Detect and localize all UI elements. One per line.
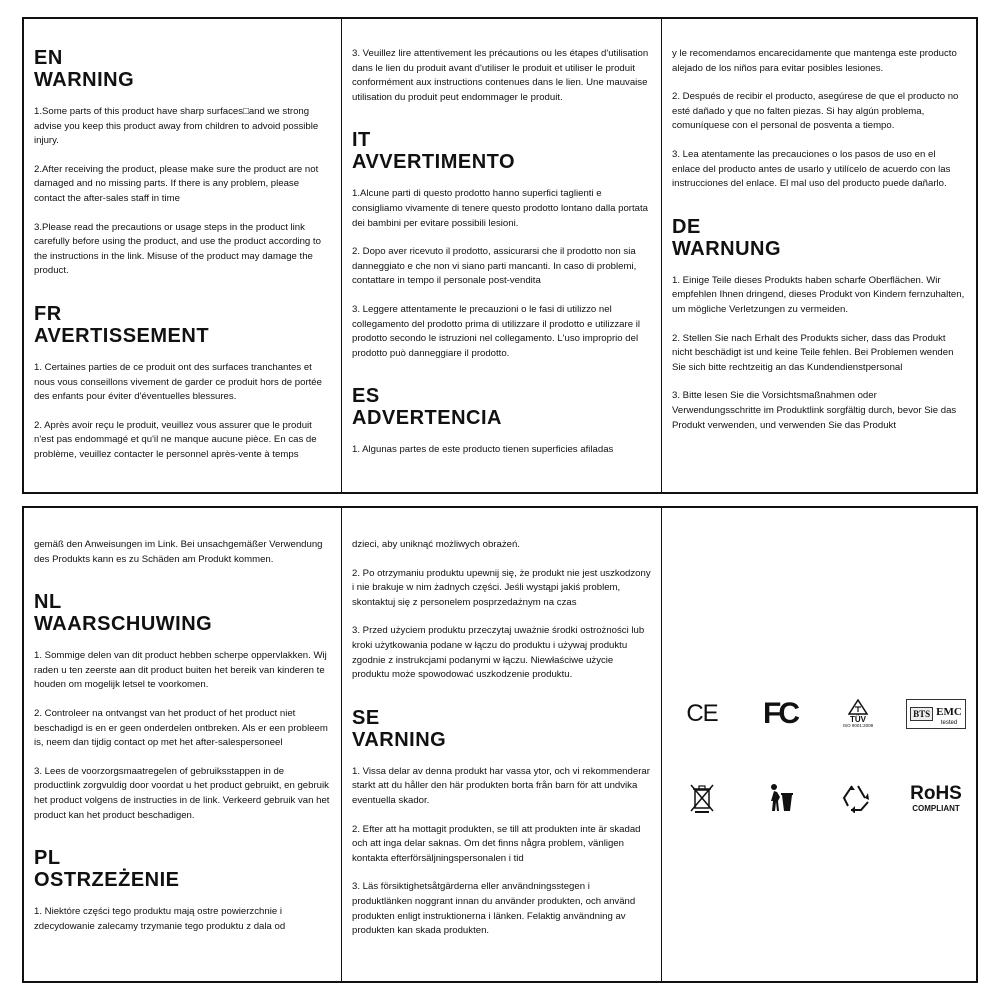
lang-code: ES: [352, 385, 380, 408]
paragraph: 2. Controleer na ontvangst van het product of het product niet beschadigd is en er geen onderdelen ontbreken. Als er een probleem is, neem dan tijdig contact op met het after-salespersoneel: [34, 707, 328, 749]
paragraph: 1.Alcune parti di questo prodotto hanno superfici taglienti e consigliamo vivamente di tenere questo prodotto lontano dalla portata dei bambini per evitare possibili lesioni.: [352, 188, 648, 229]
column-fr-it-es: [342, 19, 662, 492]
lang-heading-en: [34, 47, 331, 91]
section-pl: [34, 847, 331, 934]
tidyman-icon: [745, 778, 815, 818]
emc-tested-icon: [901, 694, 971, 734]
lang-title: OSTRZEŻENIE: [34, 869, 180, 892]
paragraph: 3. Veuillez lire attentivement les précautions ou les étapes d'utilisation dans le lien du produit avant d'utiliser le produit et utiliser le produit conformément aux instructions contenues dans le lien. Une mauvaise utilisation du produit peut endommager le produit.: [352, 48, 649, 103]
rohs-compliant-text: COMPLIANT: [912, 803, 960, 813]
lang-code: PL: [34, 847, 61, 870]
tuv-triangle-icon: [848, 699, 868, 715]
lang-heading-pl: [34, 847, 331, 891]
lang-code: EN: [34, 47, 63, 69]
lang-title: WARNUNG: [672, 237, 782, 260]
section-nl: [34, 591, 331, 823]
paragraph: 3. Läs försiktighetsåtgärderna eller användningsstegen i produktlänken noggrant innan du använder produkten, och använd produkten enligt instruktionerna i länken. Felaktig användning av produkten kan skada produkten.: [352, 881, 636, 937]
paragraph: 2. Après avoir reçu le produit, veuillez vous assurer que le produit n'est pas endommagé et qu'il ne manque aucune pièce. En cas de problème, veuillez contacter le personnel après-vente à temps: [34, 419, 317, 460]
tuv-mark-icon: [823, 694, 893, 734]
section-fr-continued: [352, 47, 651, 105]
lang-title: AVVERTIMENTO: [352, 151, 516, 174]
paragraph: y le recomendamos encarecidamente que mantenga este producto alejado de los niños para evitar posibles lesiones.: [672, 48, 957, 74]
paragraph: 1. Einige Teile dieses Produkts haben scharfe Oberflächen. Wir empfehlen Ihnen dringend, dieses Produkt von Kindern fernzuhalten, um mögliche Verletzungen zu vermeiden.: [672, 274, 965, 315]
paragraph: 1.Some parts of this product have sharp surfaces□and we strong advise you keep this product away from children to advoid possible injury.: [34, 106, 319, 147]
section-pl-continued: [352, 538, 651, 683]
paragraph: 2. Después de recibir el producto, asegúrese de que el producto no esté dañado y que no falten piezas. Si hay algún problema, comuníquese con el personal de posventa a tiempo.: [672, 91, 959, 132]
paragraph: 1. Niektóre części tego produktu mają ostre powierzchnie i zdecydowanie zalecamy trzymanie tego produktu z dala od: [34, 906, 286, 932]
paragraph: 1. Certaines parties de ce produit ont des surfaces tranchantes et nous vous conseillons vivement de garder ce produit hors de portée des enfants pour éviter d'éventuelles blessures.: [34, 361, 322, 403]
paragraph: 2.After receiving the product, please make sure the product are not damaged and no missing parts. If there is any problem, please contact the after-sales staff in time: [34, 163, 319, 204]
lang-title: VARNING: [352, 728, 447, 751]
warning-panel-bottom: [22, 506, 978, 983]
lang-code: DE: [672, 215, 701, 238]
paragraph: 1. Sommige delen van dit product hebben scherpe oppervlakken. Wij raden u ten zeerste aan dit product buiten het bereik van kinderen te houden om mogelijk letsel te voorkomen.: [34, 650, 327, 691]
section-de: [672, 216, 966, 433]
paragraph: 2. Efter att ha mottagit produkten, se till att produkten inte är skadad och att inga delar saknas. Om det finns några problem, vänligen kontakta efterförsäljningspersonalen i tid: [352, 823, 641, 864]
lang-code: IT: [352, 129, 371, 152]
rohs-text: RoHS: [910, 782, 962, 804]
lang-title: WAARSCHUWING: [34, 613, 213, 636]
paragraph: 1. Vissa delar av denna produkt har vassa ytor, och vi rekommenderar starkt att du håller den här produkten borta från barn för att undvika eventuella skador.: [352, 765, 650, 806]
emc-tested-text: tested: [940, 720, 958, 726]
recycle-icon: [823, 778, 893, 818]
iso-text: ISO 9001:2008: [842, 723, 874, 729]
lang-title: ADVERTENCIA: [352, 407, 502, 430]
section-se: [352, 707, 651, 939]
column-de-nl-pl: [24, 508, 342, 981]
tuv-text: TÜV: [850, 715, 866, 725]
column-es-de: [662, 19, 976, 492]
paragraph: 3.Please read the precautions or usage steps in the product link carefully before using the product, and use the product according to the instructions in the link. Misuse of the product may damage the product.: [34, 221, 321, 277]
paragraph: 2. Dopo aver ricevuto il prodotto, assicurarsi che il prodotto non sia danneggiato e che non vi siano parti mancanti. In caso di problemi, contattare in tempo il personale post-vendita: [352, 246, 637, 287]
lang-heading-es: [352, 385, 651, 429]
lang-title: WARNING: [34, 69, 135, 91]
paragraph: 2. Po otrzymaniu produktu upewnij się, że produkt nie jest uszkodzony i nie brakuje w nim żadnych części. Jeśli wystąpi jakiś problem, skontaktuj się z personelem posprzedażnym na czas: [352, 567, 651, 608]
lang-heading-fr: [34, 303, 331, 347]
paragraph: 3. Przed użyciem produktu przeczytaj uważnie środki ostrożności lub kroki użytkowania podane w łączu do produktu i używaj produktu zgodnie z instrukcjami podanymi w łączu. Niewłaściwe użycie produktu może spowodować uszkodzenie produktu.: [352, 625, 645, 681]
fcc-mark-icon: [745, 694, 815, 734]
paragraph: 2. Stellen Sie nach Erhalt des Produkts sicher, dass das Produkt nicht beschädigt ist und keine Teile fehlen. Bei Problemen wenden Sie sich bitte rechtzeitig an das Kundendienstpersonal: [672, 332, 954, 373]
paragraph: 1. Algunas partes de este producto tienen superficies afiladas: [352, 444, 614, 456]
fcc-text: FC: [763, 697, 797, 730]
section-es-continued: [672, 47, 966, 192]
paragraph: 3. Lea atentamente las precauciones o los pasos de uso en el enlace del producto antes de usarlo y utilícelo de acuerdo con las instrucciones del enlace. El mal uso del producto puede dañarlo.: [672, 148, 951, 190]
paragraph: 3. Lees de voorzorgsmaatregelen of gebruiksstappen in de productlink zorgvuldig door voordat u het product gebruikt, en gebruik het product volgens de instructies in de link. Verkeerd gebruik van het product kan het product beschadigen.: [34, 765, 330, 821]
weee-crossed-bin-icon: [667, 778, 737, 818]
warning-panel-top: [22, 17, 978, 494]
rohs-compliant-icon: [901, 778, 971, 818]
section-it: [352, 129, 651, 361]
emc-text: EMC: [936, 706, 962, 718]
lang-code: FR: [34, 302, 62, 325]
paragraph: 3. Leggere attentamente le precauzioni o le fasi di utilizzo nel collegamento del prodotto prima di utilizzare il prodotto e utilizzare il prodotto secondo le istruzioni nel collegamento. L'uso improprio del prodotto può danneggiare il prodotto.: [352, 303, 640, 359]
lang-heading-se: [352, 707, 651, 751]
section-de-continued: [34, 538, 331, 567]
section-en: [34, 47, 331, 279]
ce-mark-icon: CE: [686, 700, 718, 727]
section-es: [352, 385, 651, 458]
certification-marks: [662, 508, 976, 981]
cert-grid: [672, 694, 966, 818]
column-en-fr: [24, 19, 342, 492]
lang-heading-it: [352, 129, 651, 173]
paragraph: dzieci, aby uniknąć możliwych obrażeń.: [352, 539, 520, 550]
lang-code: SE: [352, 706, 380, 729]
lang-heading-nl: [34, 591, 331, 635]
column-pl-se: [342, 508, 662, 981]
lang-code: NL: [34, 591, 62, 614]
paragraph: gemäß den Anweisungen im Link. Bei unsachgemäßer Verwendung des Produkts kann es zu Schäden am Produkt kommen.: [34, 539, 323, 565]
bts-logo-text: BTS: [910, 707, 933, 721]
lang-title: AVERTISSEMENT: [34, 324, 210, 347]
paragraph: 3. Bitte lesen Sie die Vorsichtsmaßnahmen oder Verwendungsschritte im Produktlink sorgfältig durch, bevor Sie das Produkt verwenden, und verwenden Sie das Produkt: [672, 390, 957, 431]
section-fr: [34, 303, 331, 463]
lang-heading-de: [672, 216, 966, 260]
